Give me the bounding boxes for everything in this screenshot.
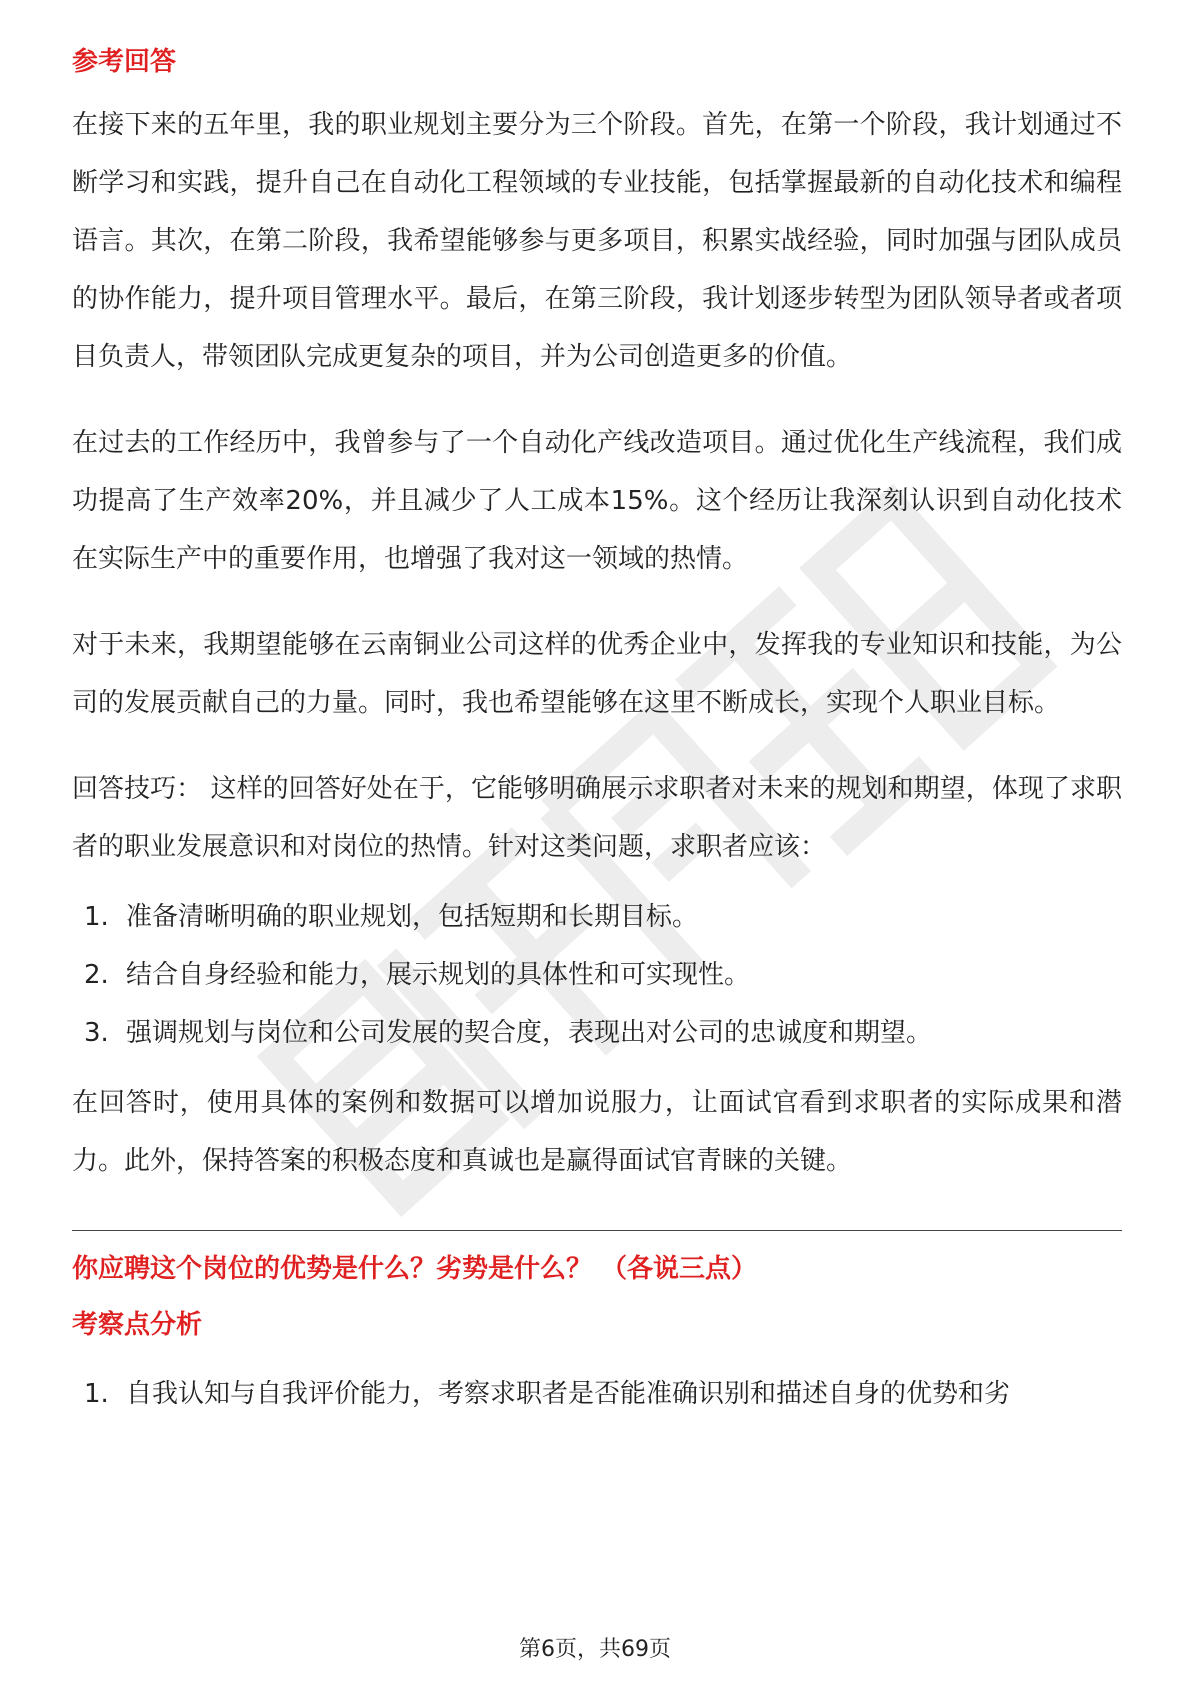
page-number: 第6页，共69页 [519,1637,671,1662]
list-text: 准备清晰明确的职业规划，包括短期和长期目标。 [126,902,699,932]
list-text: 自我认知与自我评价能力，考察求职者是否能准确识别和描述自身的优势和劣 [126,1379,1011,1409]
list-number: 1. [84,1379,109,1409]
reference-answer-heading: 参考回答 [72,47,177,77]
list-number: 3. [84,1018,109,1048]
list-text: 强调规划与岗位和公司发展的契合度，表现出对公司的忠诚度和期望。 [126,1018,933,1048]
list-item [84,888,1122,946]
answer-paragraph-1: 在接下来的五年里，我的职业规划主要分为三个阶段。首先，在第一个阶段，我计划通过不断学习和实践，提升自己在自动化工程领域的专业技能，包括掌握最新的自动化技术和编程语言。其次，在第二阶段，我希望能够参与更多项目，积累实战经验，同时加强与团队成员的协作能力，提升项目管理水平。最后，在第三阶段，我计划逐步转型为团队领导者或者项目负责人，带领团队完成更复杂的项目，并为公司创造更多的价值。 [72,110,1122,372]
page-content [72,40,1122,1423]
analysis-heading: 考察点分析 [72,1310,203,1340]
question-heading: 你应聘这个岗位的优势是什么？劣势是什么？ （各说三点） [72,1254,758,1284]
analysis-list [72,1365,1122,1423]
answer-paragraph-3: 对于未来，我期望能够在云南铜业公司这样的优秀企业中，发挥我的专业知识和技能，为公司的发展贡献自己的力量。同时，我也希望能够在这里不断成长，实现个人职业目标。 [72,630,1122,718]
list-number: 2. [84,960,109,990]
list-item [84,946,1122,1004]
tips-intro: 回答技巧： 这样的回答好处在于，它能够明确展示求职者对未来的规划和期望，体现了求职者的职业发展意识和对岗位的热情。针对这类问题，求职者应该： [72,774,1122,862]
list-number: 1. [84,902,109,932]
tips-list [72,888,1122,1062]
list-item [84,1004,1122,1062]
answer-paragraph-2: 在过去的工作经历中，我曾参与了一个自动化产线改造项目。通过优化生产线流程，我们成功提高了生产效率20%，并且减少了人工成本15%。这个经历让我深刻认识到自动化技术在实际生产中的重要作用，也增强了我对这一领域的热情。 [72,428,1122,574]
closing-paragraph: 在回答时，使用具体的案例和数据可以增加说服力，让面试官看到求职者的实际成果和潜力。此外，保持答案的积极态度和真诚也是赢得面试官青睐的关键。 [72,1088,1122,1176]
list-item [84,1365,1122,1423]
list-text: 结合自身经验和能力，展示规划的具体性和可实现性。 [126,960,751,990]
